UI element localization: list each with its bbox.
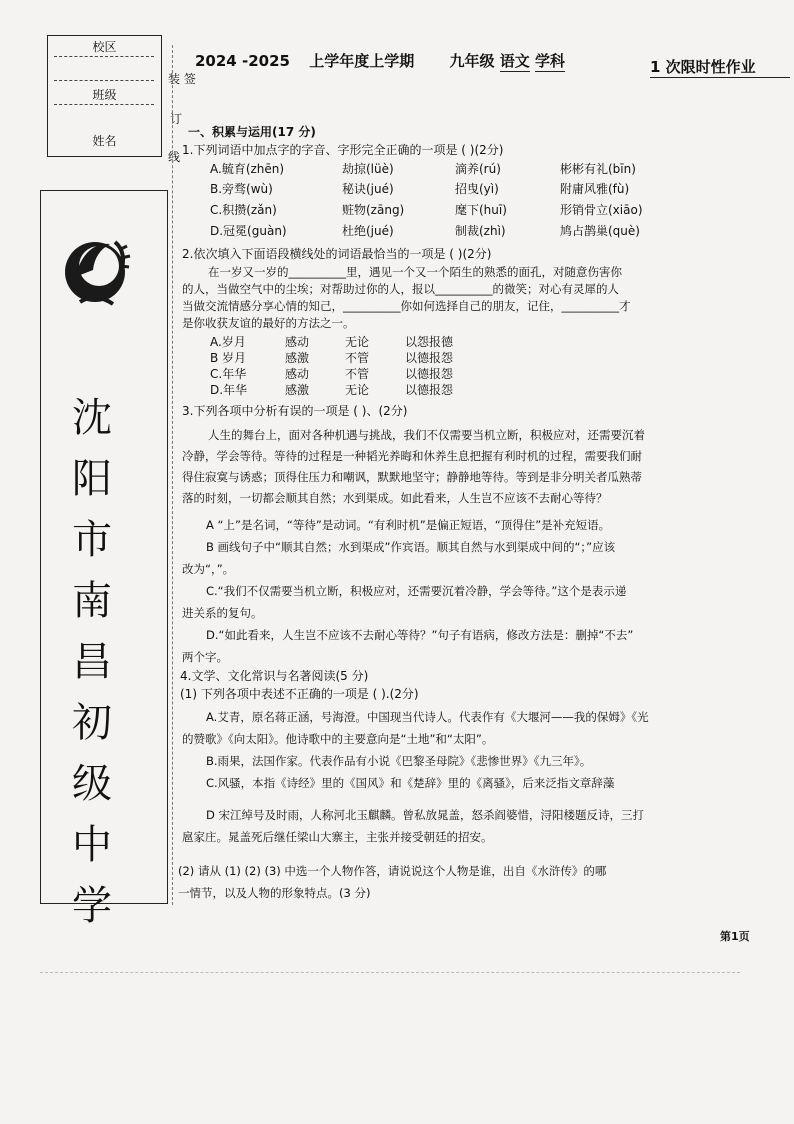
question-1-stem: 1.下列词语中加点字的字音、字形完全正确的一项是 ( )(2分) bbox=[182, 143, 504, 157]
q1-option: 制裁(zhì) bbox=[455, 224, 506, 238]
q1-option: 附庸风雅(fù) bbox=[560, 182, 630, 196]
q3-option: D.“如此看来，人生岂不应该不去耐心等待？”句子有语病，修改方法是：删掉“不去” bbox=[206, 628, 634, 642]
q2-option: C.年华 bbox=[210, 367, 247, 381]
passage-line: 当做交流情感分享心情的知己，__________你如何选择自己的朋友，记住，__________才 bbox=[182, 299, 631, 313]
order-label: 订 bbox=[170, 112, 183, 126]
q3-option: A “上”是名词，“等待”是动词。“有利时机”是偏正短语，“顶得住”是补充短语。 bbox=[206, 518, 611, 532]
page-header bbox=[195, 50, 565, 72]
passage-line: 是你收获友谊的最好的方法之一。 bbox=[182, 316, 355, 330]
name-label: 姓名 bbox=[92, 134, 117, 148]
question-2-passage bbox=[182, 264, 742, 332]
grade: 九年级 bbox=[449, 52, 495, 70]
q2-option: 感激 bbox=[285, 383, 310, 397]
q1-option: 秘诀(jué) bbox=[342, 182, 394, 196]
q1-option: 彬彬有礼(bīn) bbox=[560, 162, 636, 176]
sub2-line: (2) 请从 (1) (2) (3) 中选一个人物作答，请说说这个人物是谁，出自《水浒传》的哪 bbox=[178, 864, 607, 878]
q1-option: 麾下(huī) bbox=[455, 203, 507, 217]
q2-option: D.年华 bbox=[210, 383, 248, 397]
q1-option: 杜绝(jué) bbox=[342, 224, 394, 238]
school-char: 级 bbox=[72, 761, 112, 807]
question-3-passage bbox=[182, 425, 747, 509]
q2-option: 以德报怨 bbox=[405, 351, 454, 365]
q2-option: 感动 bbox=[285, 367, 310, 381]
school-char: 南 bbox=[72, 578, 112, 624]
q4-option: C.风骚，本指《诗经》里的《国风》和《楚辞》里的《离骚》，后来泛指文章辞藻 bbox=[206, 776, 615, 790]
school-char: 中 bbox=[72, 822, 112, 868]
q3-option: 改为“，”。 bbox=[182, 562, 235, 576]
q1-option: 形销骨立(xiāo) bbox=[560, 203, 643, 217]
term: 上学年度上学期 bbox=[309, 52, 415, 70]
q1-option: 劫掠(lüè) bbox=[342, 162, 394, 176]
question-4-sub2 bbox=[178, 860, 748, 904]
q3-option: 两个字。 bbox=[182, 650, 228, 664]
q2-option: 无论 bbox=[345, 335, 370, 349]
campus-label: 校区 bbox=[92, 40, 117, 54]
q2-option: 感动 bbox=[285, 335, 310, 349]
question-4-title: 4.文学、文化常识与名著阅读(5 分) bbox=[180, 669, 369, 683]
passage-line: 冷静，学会等待。等待的过程是一种韬光养晦和休养生息把握有利时机的过程，需要我们耐 bbox=[182, 449, 642, 463]
school-char: 初 bbox=[72, 700, 112, 746]
q2-option: 不管 bbox=[345, 351, 370, 365]
school-logo-icon bbox=[55, 222, 135, 312]
section-title: 一、积累与运用(17 分) bbox=[188, 125, 316, 139]
cut-line bbox=[172, 45, 174, 905]
school-char: 市 bbox=[72, 517, 112, 563]
class-line bbox=[54, 104, 154, 105]
q4-option: D 宋江绰号及时雨，人称河北玉麒麟。曾私放晁盖，怒杀阎婆惜，浔阳楼题反诗，三打 bbox=[206, 808, 645, 822]
q2-option: 以德报怨 bbox=[405, 383, 454, 397]
passage-line: 的人，当做空气中的尘埃；对帮助过你的人，报以__________的微笑；对心有灵犀的人 bbox=[182, 282, 619, 296]
q2-option: 感激 bbox=[285, 351, 310, 365]
q2-option: 不管 bbox=[345, 367, 370, 381]
q4-option: 扈家庄。晁盖死后继任梁山大寨主，主张并接受朝廷的招安。 bbox=[182, 830, 493, 844]
q4-option: A.艾青，原名蒋正涵，号海澄。中国现当代诗人。代表作有《大堰河——我的保姆》《光 bbox=[206, 710, 649, 724]
q1-option: D.冠冕(guàn) bbox=[210, 224, 287, 238]
campus-write-line bbox=[54, 80, 154, 81]
q2-option: 以德报怨 bbox=[405, 367, 454, 381]
school-char: 沈 bbox=[72, 395, 112, 441]
q1-option: 鸠占鹊巢(què) bbox=[560, 224, 640, 238]
school-name-vertical bbox=[62, 388, 122, 937]
question-3-stem: 3.下列各项中分析有误的一项是 ( )、(2分) bbox=[182, 404, 408, 418]
campus-line bbox=[54, 56, 154, 57]
subject-suffix: 学科 bbox=[534, 52, 565, 70]
page-number: 第1页 bbox=[720, 930, 750, 943]
passage-line: 得住寂寞与诱惑；顶得住压力和嘲讽，默默地坚守；静静地等待。等到是非分明关者瓜熟蒂 bbox=[182, 470, 642, 484]
q3-option: B 画线句子中“顺其自然；水到渠成”作宾语。顺其自然与水到渠成中间的“；”应该 bbox=[206, 540, 616, 554]
subject: 语文 bbox=[499, 52, 530, 70]
student-info-box bbox=[47, 35, 162, 157]
school-char: 昌 bbox=[72, 639, 112, 685]
question-2-stem: 2.依次填入下面语段横线处的词语最恰当的一项是 ( )(2分) bbox=[182, 247, 492, 261]
q2-option: 以怨报德 bbox=[405, 335, 454, 349]
q3-option: 进关系的复句。 bbox=[182, 606, 263, 620]
q4-option: B.雨果，法国作家。代表作品有小说《巴黎圣母院》《悲惨世界》《九三年》。 bbox=[206, 754, 592, 768]
q2-option: 无论 bbox=[345, 383, 370, 397]
line-label: 线 bbox=[168, 150, 181, 164]
question-4-sub1: (1) 下列各项中表述不正确的一项是 ( ).(2分) bbox=[180, 687, 419, 701]
class-label: 班级 bbox=[92, 88, 117, 102]
q3-option: C.“我们不仅需要当机立断，积极应对，还需要沉着冷静，学会等待。”这个是表示递 bbox=[206, 584, 627, 598]
passage-line: 在一岁又一岁的__________里，遇见一个又一个陌生的熟悉的面孔，对随意伤害你 bbox=[208, 265, 622, 279]
q2-option: A.岁月 bbox=[210, 335, 246, 349]
q4-option: 的赞歌》《向太阳》。他诗歌中的主要意向是“土地”和“太阳”。 bbox=[182, 732, 494, 746]
school-year: 2024 -2025 bbox=[195, 52, 290, 70]
q1-option: A.毓育(zhēn) bbox=[210, 162, 285, 176]
sub2-line: 一情节，以及人物的形象特点。(3 分) bbox=[178, 886, 371, 900]
school-char: 阳 bbox=[72, 456, 112, 502]
question-3-options bbox=[182, 514, 747, 668]
q1-option: 滴养(rú) bbox=[455, 162, 501, 176]
passage-line: 落的时刻，一切都会顺其自然；水到渠成。如此看来，人生岂不应该不去耐心等待？ bbox=[182, 491, 608, 505]
school-char: 学 bbox=[72, 883, 112, 929]
passage-line: 人生的舞台上，面对各种机遇与挑战，我们不仅需要当机立断，积极应对，还需要沉着 bbox=[208, 428, 645, 442]
q1-option: 赃物(zāng) bbox=[342, 203, 405, 217]
q1-option: 招曳(yì) bbox=[455, 182, 499, 196]
bind-label: 装 签 bbox=[168, 72, 196, 86]
quiz-title: 1 次限时性作业 bbox=[650, 56, 790, 78]
question-4-options bbox=[182, 706, 747, 848]
q1-option: C.积攒(zǎn) bbox=[210, 203, 277, 217]
q2-option: B 岁月 bbox=[210, 351, 247, 365]
page-bottom-divider bbox=[40, 972, 740, 973]
q1-option: B.旁骛(wù) bbox=[210, 182, 273, 196]
